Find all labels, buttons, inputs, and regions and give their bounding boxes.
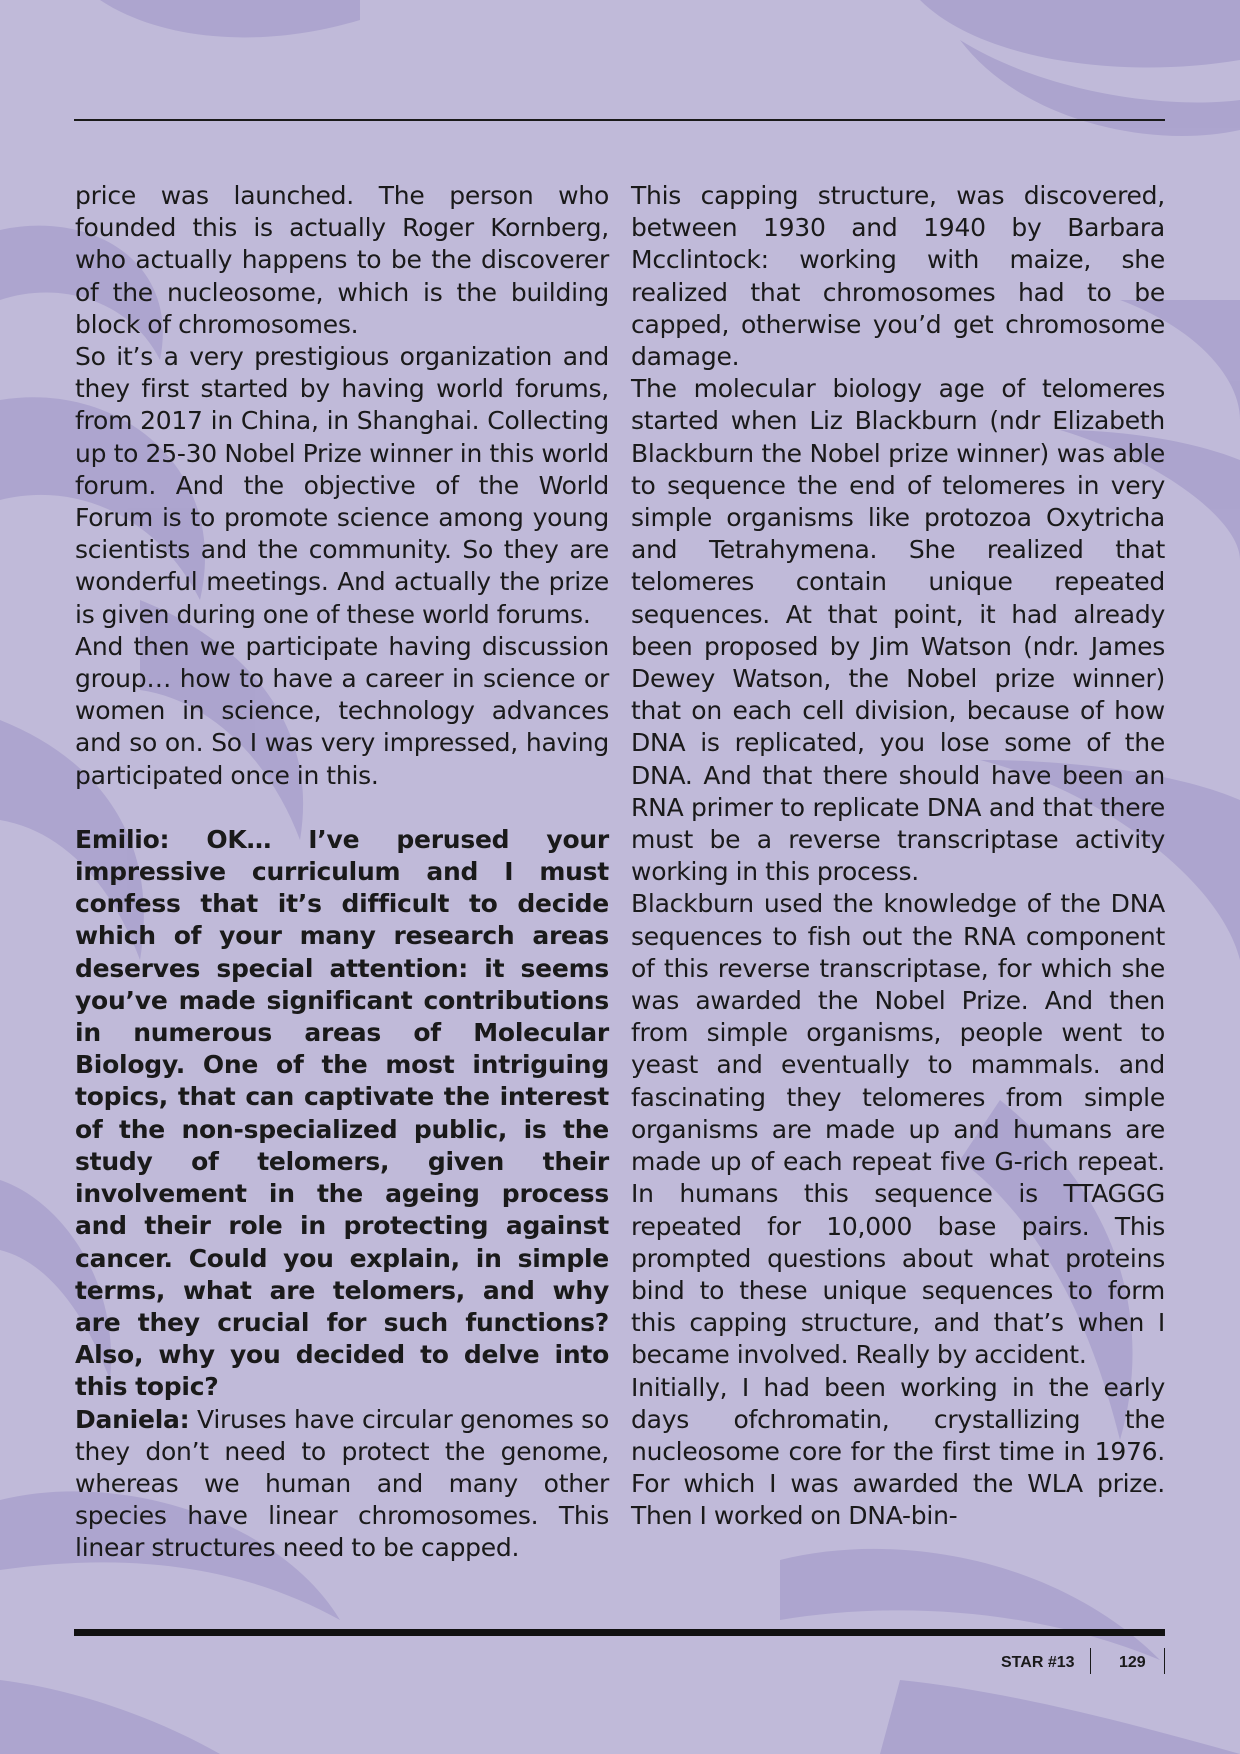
footer-page-number: 129	[1119, 1654, 1146, 1671]
interview-answer	[75, 1404, 609, 1565]
right-text-column	[631, 180, 1165, 1533]
left-paragraph-1: price was launched. The person who founded this is actually Roger Kornberg, who actually happens to be the discoverer of the nucleosome, which is the building block of chromosomes.	[75, 181, 609, 339]
right-paragraph-3: Blackburn used the knowledge of the DNA sequences to fish out the RNA component of this reverse transcriptase, for which she was awarded the Nobel Prize. And then from simple organisms, people went to yeast and eventually to mammals. and fascinating they telomeres from simple organisms are made up and humans are made up of each repeat five G-rich repeat. In humans this sequence is TTAGGG repeated for 10,000 base pairs. This prompted questions about what proteins bind to these unique sequences to form this capping structure, and that’s when I became involved. Really by accident.	[631, 889, 1165, 1370]
right-paragraph-2: The molecular biology age of telomeres started when Liz Blackburn (ndr Elizabeth Blackburn the Nobel prize winner) was able to sequence the end of telomeres in very simple organisms like protozoa Oxytricha and Tetrahymena. She realized that telomeres contain unique repeated sequences. At that point, it had already been proposed by Jim Watson (ndr. James Dewey Watson, the Nobel prize winner) that on each cell division, because of how DNA is replicated, you lose some of the DNA. And that there should have been an RNA primer to replicate DNA and that there must be a reverse transcriptase activity working in this process.	[631, 374, 1165, 887]
left-text-column	[75, 180, 609, 1565]
footer-separator	[1164, 1648, 1165, 1674]
right-paragraph-4: Initially, I had been working in the early days ofchromatin, crystallizing the nucleosome core for the first time in 1976. For which I was awarded the WLA prize. Then I worked on DNA-bin-	[631, 1372, 1165, 1531]
answer-speaker-label: Daniela:	[75, 1404, 190, 1434]
answer-text: Viruses have circular genomes so they don’t need to protect the genome, whereas we human and many other species have linear chromosomes. This linear structures need to be capped.	[75, 1404, 609, 1563]
right-paragraph-1: This capping structure, was discovered, between 1930 and 1940 by Barbara Mcclintock: working with maize, she realized that chromosomes had to be capped, otherwise you’d get chromosome damage.	[631, 181, 1165, 372]
paragraph-gap	[75, 792, 609, 824]
interview-question: Emilio: OK… I’ve perused your impressive curriculum and I must confess that it’s difficult to decide which of your many research areas deserves special attention: it seems you’ve made significant contributions in numerous areas of Molecular Biology. One of the most intriguing topics, that can captivate the interest of the non-specialized public, is the study of telomers, given their involvement in the ageing process and their role in protecting against cancer. Could you explain, in simple terms, what are telomers, and why are they crucial for such functions? Also, why you decided to delve into this topic?	[75, 824, 609, 1402]
footer-separator	[1090, 1648, 1091, 1674]
top-divider-rule	[74, 119, 1165, 121]
left-paragraph-3: And then we participate having discussion group… how to have a career in science or women in science, technology advances and so on. So I was very impressed, having participated once in this.	[75, 631, 609, 790]
footer-magazine-issue: STAR #13	[1001, 1654, 1075, 1671]
bottom-divider-rule	[74, 1629, 1165, 1636]
left-paragraph-2: So it’s a very prestigious organization and they first started by having world forums, from 2017 in China, in Shanghai. Collecting up to 25-30 Nobel Prize winner in this world forum. And the objective of the World Forum is to promote science among young scientists and the community. So they are wonderful meetings. And actually the prize is given during one of these world forums.	[75, 342, 609, 629]
